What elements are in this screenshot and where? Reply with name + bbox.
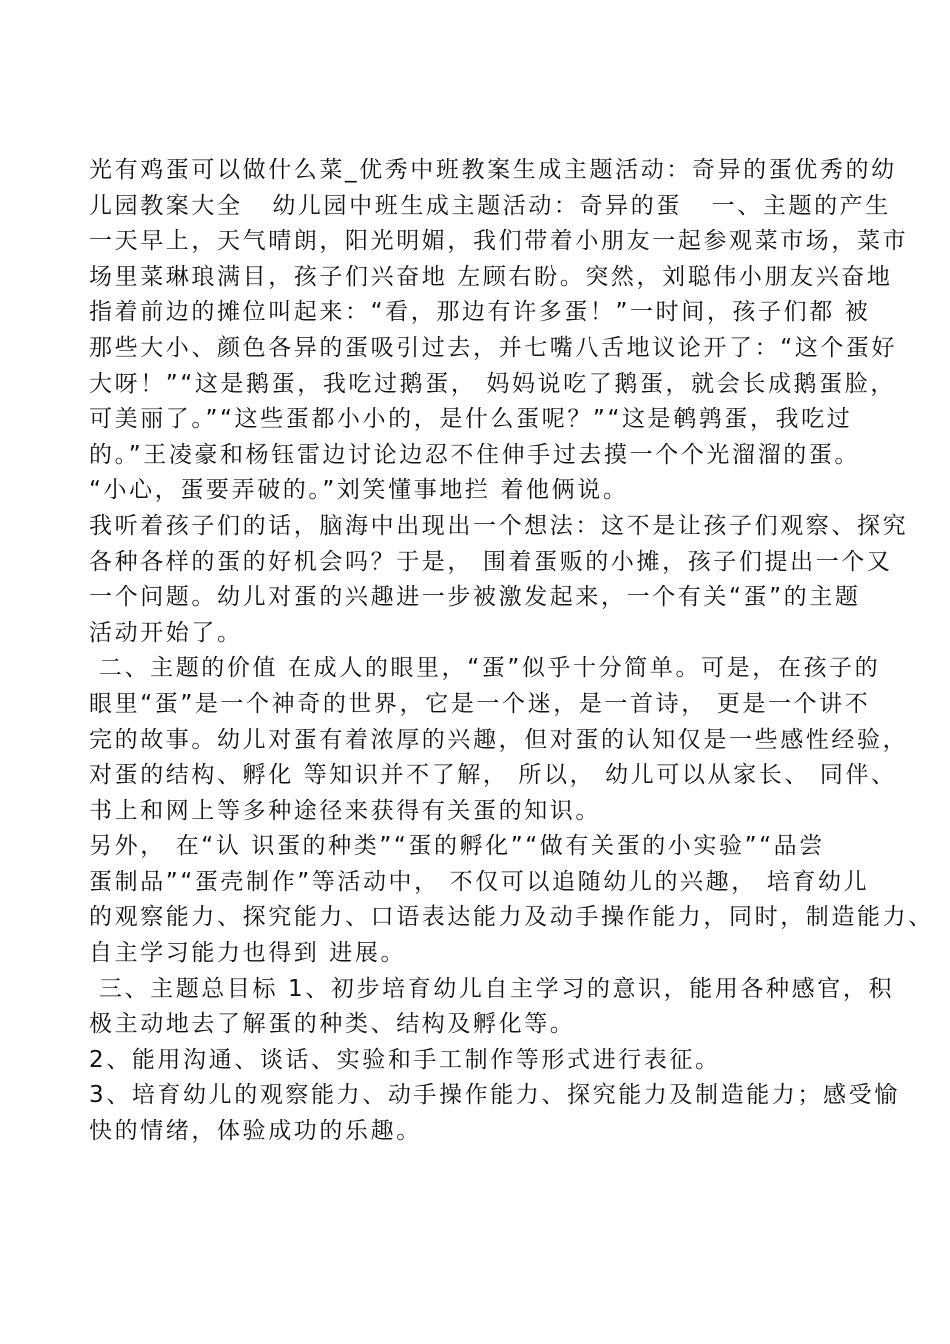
text-line: 儿园教案大全 幼儿园中班生成主题活动：奇异的蛋 一、主题的产生 — [89, 192, 891, 219]
text-line: 眼里“蛋”是一个神奇的世界，它是一个迷，是一首诗， 更是一个讲不 — [89, 690, 871, 717]
document-body — [89, 153, 934, 1150]
text-line: 光有鸡蛋可以做什么菜_优秀中班教案生成主题活动：奇异的蛋优秀的幼 — [89, 157, 897, 183]
text-line: 极主动地去了解蛋的种类、结构及孵化等。 — [89, 1011, 576, 1038]
text-line: 一个问题。幼儿对蛋的兴趣进一步被激发起来，一个有关“蛋”的主题 — [89, 584, 861, 611]
text-line: 蛋制品”“蛋壳制作”等活动中， 不仅可以追随幼儿的兴趣， 培育幼儿 — [89, 868, 870, 895]
text-line: 三、主题总目标 1、初步培育幼儿自主学习的意识，能用各种感官，积 — [89, 975, 895, 1002]
text-line: “小心，蛋要弄破的。”刘笑懂事地拦 着他俩说。 — [89, 477, 629, 504]
text-line: 场里菜琳琅满目，孩子们兴奋地 左顾右盼。突然，刘聪伟小朋友兴奋地 — [89, 263, 893, 290]
text-line: 自主学习能力也得到 进展。 — [89, 940, 407, 967]
text-line: 书上和网上等多种途径来获得有关蛋的知识。 — [89, 797, 601, 824]
text-line: 二、主题的价值 在成人的眼里，“蛋”似乎十分简单。可是，在孩子的 — [89, 655, 881, 682]
text-line: 的。”王凌豪和杨钰雷边讨论边忍不住伸手过去摸一个个光溜溜的蛋。 — [89, 441, 861, 468]
text-line: 那些大小、颜色各异的蛋吸引过去，并七嘴八舌地议论开了：“这个蛋好 — [89, 334, 898, 361]
text-line: 我听着孩子们的话，脑海中出现出一个想法：这不是让孩子们观察、探究 — [89, 512, 909, 539]
text-line: 大呀！”“这是鹅蛋，我吃过鹅蛋， 妈妈说吃了鹅蛋，就会长成鹅蛋脸， — [89, 370, 896, 397]
text-line: 活动开始了。 — [89, 619, 243, 646]
text-line: 3、培育幼儿的观察能力、动手操作能力、探究能力及制造能力；感受愉 — [89, 1082, 900, 1109]
text-line: 指着前边的摊位叫起来：“看，那边有许多蛋！”一时间，孩子们都 被 — [89, 299, 871, 326]
text-line: 的观察能力、探究能力、口语表达能力及动手操作能力，同时，制造能力、 — [89, 904, 934, 931]
text-line: 各种各样的蛋的好机会吗？于是， 围着蛋贩的小摊，孩子们提出一个又 — [89, 548, 893, 575]
text-line: 完的故事。幼儿对蛋有着浓厚的兴趣，但对蛋的认知仅是一些感性经验， — [89, 726, 909, 753]
text-line: 对蛋的结构、孵化 等知识并不了解， 所以， 幼儿可以从家长、 同伴、 — [89, 762, 897, 789]
text-line: 2、能用沟通、谈话、实验和手工制作等形式进行表征。 — [89, 1046, 721, 1073]
text-line: 快的情绪，体验成功的乐趣。 — [89, 1118, 422, 1145]
text-line: 可美丽了。”“这些蛋都小小的，是什么蛋呢？”“这是鹌鹑蛋，我吃过 — [89, 406, 853, 433]
text-line: 另外， 在“认 识蛋的种类”“蛋的孵化”“做有关蛋的小实验”“品尝 — [89, 833, 825, 860]
text-line: 一天早上，天气晴朗，阳光明媚，我们带着小朋友一起参观菜市场，菜市 — [89, 228, 909, 255]
